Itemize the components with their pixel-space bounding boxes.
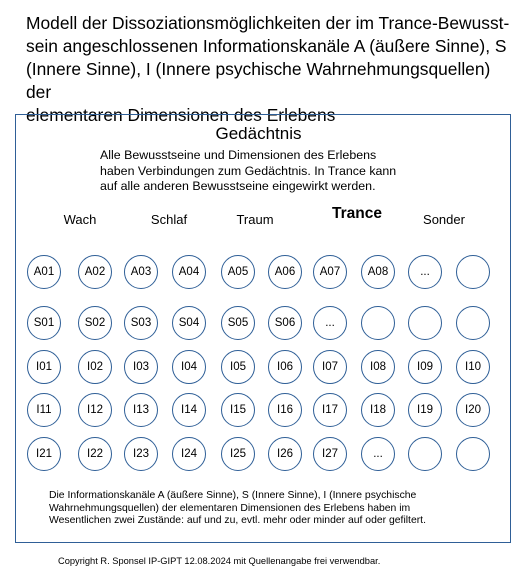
channel-node: I03: [124, 350, 158, 384]
channel-node: S02: [78, 306, 112, 340]
channel-node: A08: [361, 255, 395, 289]
memory-title: Gedächtnis: [215, 124, 302, 143]
state-label-trance: Trance: [332, 205, 382, 222]
channel-node: A04: [172, 255, 206, 289]
channel-node: [456, 306, 490, 340]
channel-node: I11: [27, 393, 61, 427]
channel-node: I21: [27, 437, 61, 471]
channel-node: S01: [27, 306, 61, 340]
channel-node: I09: [408, 350, 442, 384]
channel-node: I23: [124, 437, 158, 471]
copyright-notice: Copyright R. Sponsel IP-GIPT 12.08.2024 mit Quellenangabe frei verwendbar.: [58, 556, 381, 566]
channel-node: I05: [221, 350, 255, 384]
state-label-wach: Wach: [63, 212, 97, 227]
channel-node: I06: [268, 350, 302, 384]
channel-node: ...: [313, 306, 347, 340]
channel-node: I13: [124, 393, 158, 427]
channel-node: A05: [221, 255, 255, 289]
channel-node: A03: [124, 255, 158, 289]
channel-node: I12: [78, 393, 112, 427]
channel-node: I07: [313, 350, 347, 384]
channel-node: I19: [408, 393, 442, 427]
state-label-sonder: Sonder: [423, 212, 465, 227]
channel-node: I18: [361, 393, 395, 427]
channel-node: I10: [456, 350, 490, 384]
channel-node: I04: [172, 350, 206, 384]
channel-node: I02: [78, 350, 112, 384]
channel-node: S05: [221, 306, 255, 340]
channel-node: I15: [221, 393, 255, 427]
channel-node: I27: [313, 437, 347, 471]
channel-node: A07: [313, 255, 347, 289]
memory-description: Alle Bewusstseine und Dimensionen des Erlebens haben Verbindungen zum Gedächtnis. In Trance kann auf alle anderen Bewusstseine eingewirkt werden.: [100, 148, 397, 193]
channel-node: I24: [172, 437, 206, 471]
footer-explanation: Die Informationskanäle A (äußere Sinne), S (Innere Sinne), I (Innere psychische Wahrnehmungsquellen) der elementaren Dimensionen des Erlebens haben im Wesentlichen zwei Zustände: auf und zu, evtl. mehr oder minder auf oder gefiltert.: [49, 490, 426, 527]
channel-node: [408, 306, 442, 340]
state-label-schlaf: Schlaf: [150, 212, 188, 227]
channel-node: I22: [78, 437, 112, 471]
channel-node: S04: [172, 306, 206, 340]
channel-node: ...: [361, 437, 395, 471]
channel-node: I26: [268, 437, 302, 471]
channel-node: S06: [268, 306, 302, 340]
channel-node: A02: [78, 255, 112, 289]
channel-node: I17: [313, 393, 347, 427]
channel-node: [456, 255, 490, 289]
state-label-traum: Traum: [236, 212, 274, 227]
channel-node: I14: [172, 393, 206, 427]
channel-node: A01: [27, 255, 61, 289]
channel-node: ...: [408, 255, 442, 289]
channel-node: A06: [268, 255, 302, 289]
channel-node: I08: [361, 350, 395, 384]
channel-node: I20: [456, 393, 490, 427]
channel-node: [456, 437, 490, 471]
channel-node: I25: [221, 437, 255, 471]
channel-node: [361, 306, 395, 340]
diagram-heading: Modell der Dissoziationsmöglichkeiten der im Trance-Bewusst- sein angeschlossenen Informationskanäle A (äußere Sinne), S (Innere Sinne), I (Innere psychische Wahrnehmungsquellen) der elementaren Dimensionen des Erlebens: [26, 13, 510, 125]
channel-node: I16: [268, 393, 302, 427]
channel-node: S03: [124, 306, 158, 340]
channel-node: I01: [27, 350, 61, 384]
channel-node: [408, 437, 442, 471]
